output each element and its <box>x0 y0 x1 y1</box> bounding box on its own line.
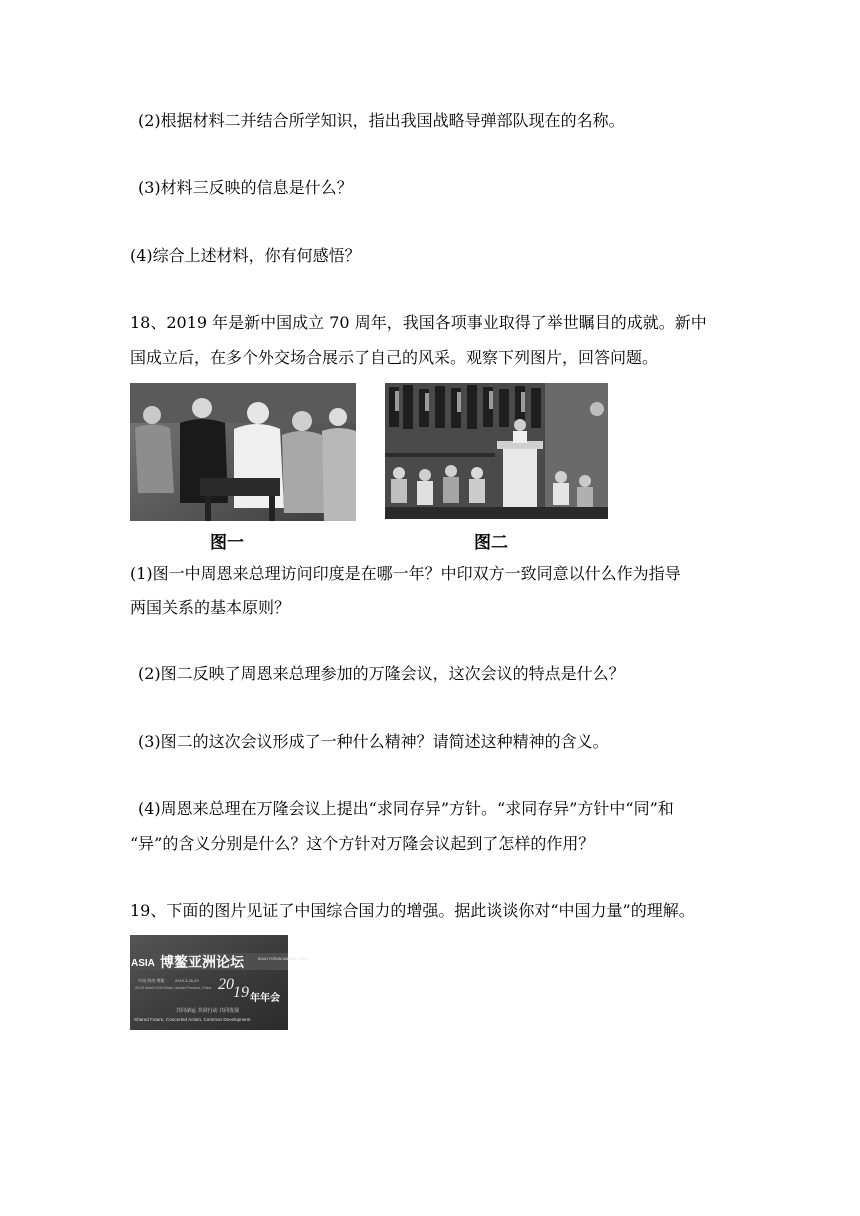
poster-year-label: 年年会 <box>250 993 280 1004</box>
figure2-caption: 图二 <box>474 533 508 553</box>
q18-intro-line2: 国成立后，在多个外交场合展示了自己的风采。观察下列图片，回答问题。 <box>130 348 659 367</box>
poster-venue: 中国·海南·博鳌 <box>138 978 165 983</box>
figure2-photo <box>385 383 608 519</box>
q18-sub1-line1: (1)图一中周恩来总理访问印度是在哪一年？中印双方一致同意以什么作为指导 <box>130 564 681 583</box>
q18-sub3: (3)图二的这次会议形成了一种什么精神？请简述这种精神的含义。 <box>138 732 609 751</box>
q17-sub4: (4)综合上述材料，你有何感悟？ <box>130 246 361 265</box>
q18-sub1-line2: 两国关系的基本原则？ <box>130 598 291 617</box>
poster-theme-cn: 共同命运 共同行动 共同发展 <box>176 1008 240 1014</box>
poster-title: 博鳌亚洲论坛 <box>160 955 244 971</box>
q18-sub4-line2: “异”的含义分别是什么？这个方针对万隆会议起到了怎样的作用？ <box>130 834 595 853</box>
boao-forum-poster <box>130 935 308 1030</box>
poster-dates: 2019.3.26-29 <box>175 978 199 983</box>
poster-year-prefix: 20 <box>218 976 234 993</box>
figure1-caption: 图一 <box>210 533 244 553</box>
q18-sub4-line1: (4)周恩来总理在万隆会议上提出“求同存异”方针。“求同存异”方针中“同”和 <box>138 799 674 818</box>
q18-sub2: (2)图二反映了周恩来总理参加的万隆会议，这次会议的特点是什么？ <box>138 664 625 683</box>
q17-sub2: (2)根据材料二并结合所学知识，指出我国战略导弹部队现在的名称。 <box>138 111 625 130</box>
figure1-photo <box>130 383 356 521</box>
poster-brand: ASIA <box>131 958 155 969</box>
q17-sub3: (3)材料三反映的信息是什么？ <box>138 178 353 197</box>
poster-theme-en: Shared Future, Concerted Action, Common Development <box>134 1017 251 1022</box>
poster-corner: BOAO FORUM ANNUAL CONF <box>258 957 308 961</box>
poster-year-suffix: 19 <box>233 984 249 1001</box>
q19-intro: 19、下面的图片见证了中国综合国力的增强。据此谈谈你对“中国力量”的理解。 <box>130 901 695 920</box>
poster-venue-en: 26-29 March 2019 Boao, Hainan Province, China <box>135 986 212 990</box>
q18-intro-line1: 18、2019 年是新中国成立 70 周年，我国各项事业取得了举世瞩目的成就。新中 <box>130 313 707 332</box>
